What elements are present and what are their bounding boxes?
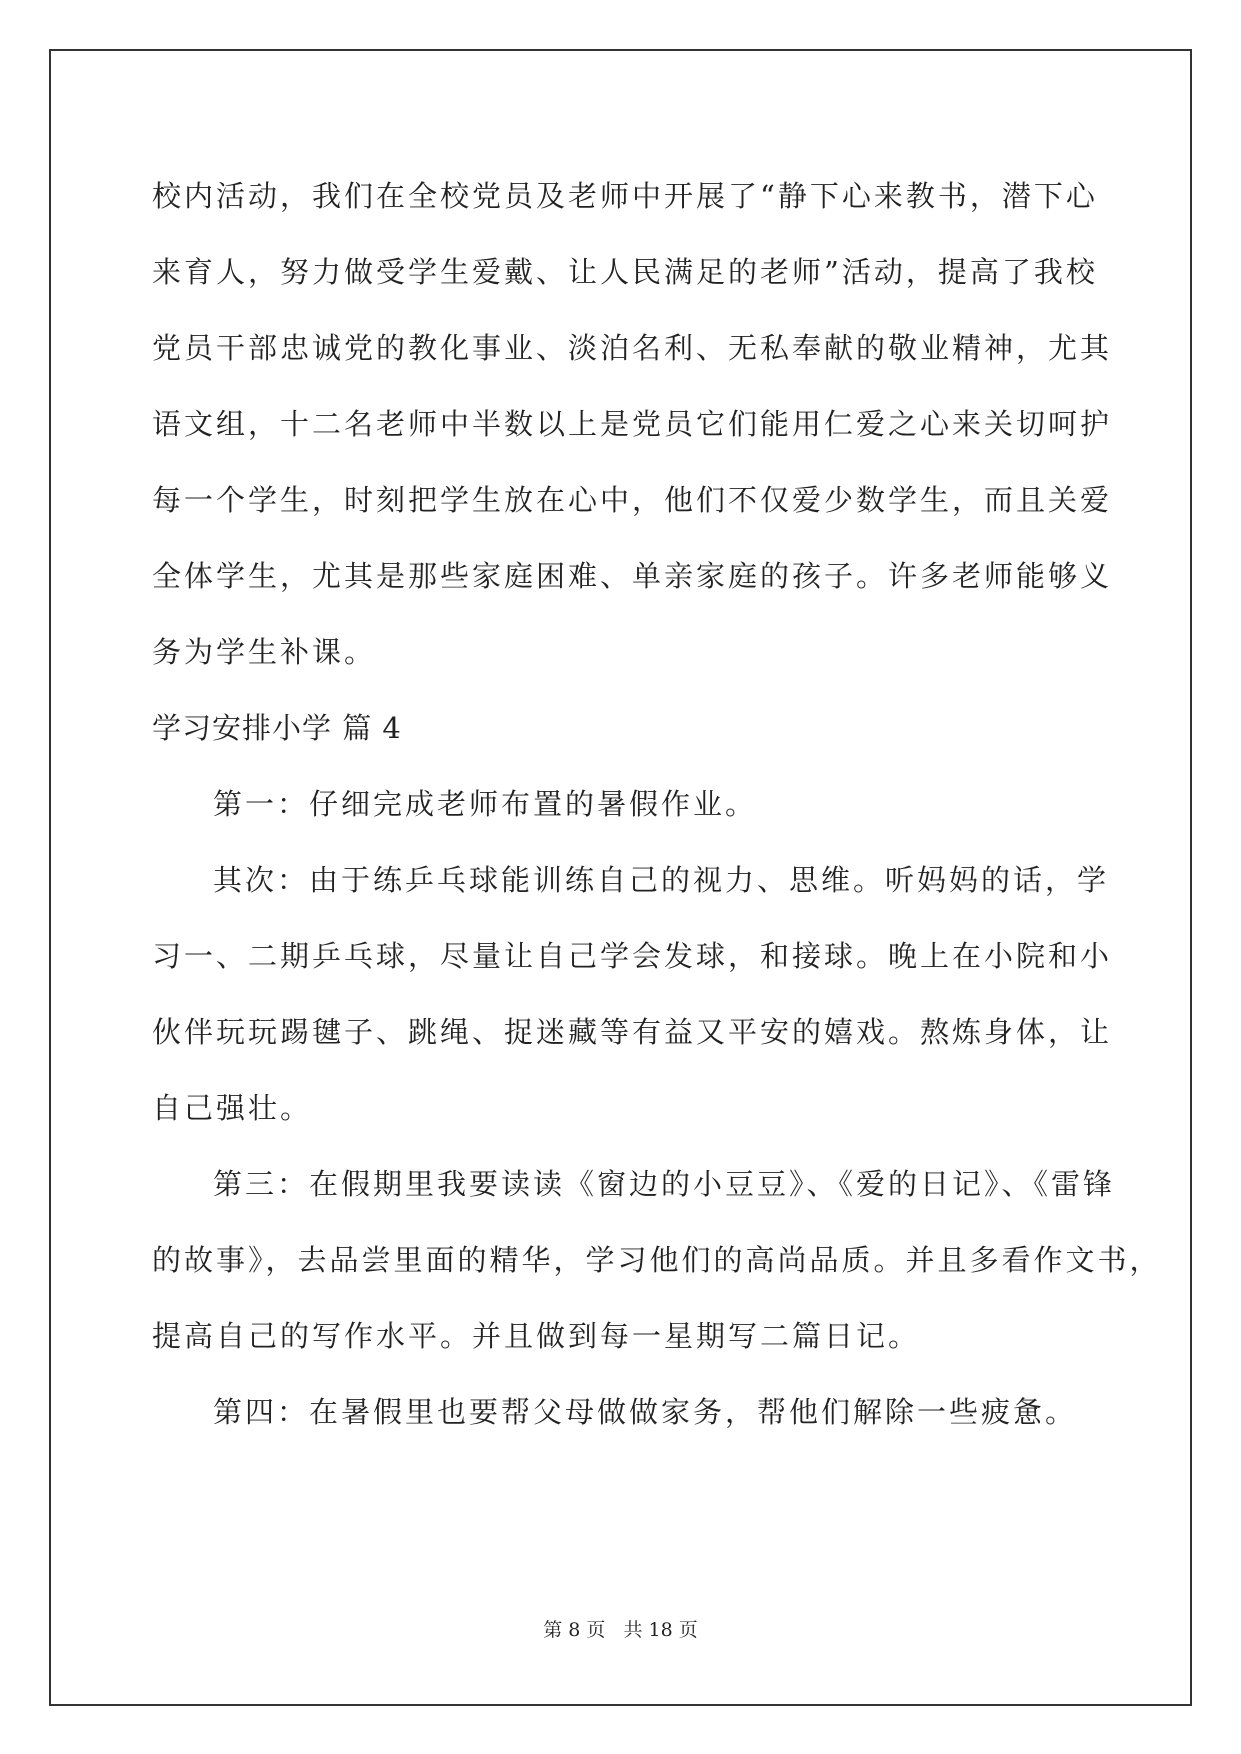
text-line: 第三：在假期里我要读读《窗边的小豆豆》、《爱的日记》、《雷锋 — [213, 1167, 1116, 1201]
document-body — [152, 158, 1162, 1450]
text-line: 提高自己的写作水平。并且做到每一星期写二篇日记。 — [152, 1319, 921, 1353]
text-line: 务为学生补课。 — [152, 635, 377, 669]
page-number: 第 8 页 — [543, 1619, 606, 1641]
page-total: 共 18 页 — [623, 1619, 698, 1641]
text-line: 第四：在暑假里也要帮父母做做家务，帮他们解除一些疲惫。 — [213, 1395, 1078, 1429]
text-line: 语文组，十二名老师中半数以上是党员它们能用仁爱之心来关切呵护 — [152, 407, 1113, 441]
text-line: 伙伴玩玩踢毽子、跳绳、捉迷藏等有益又平安的嬉戏。熬炼身体，让 — [152, 1015, 1113, 1049]
text-line: 自己强壮。 — [152, 1091, 313, 1125]
text-line: 党员干部忠诚党的教化事业、淡泊名利、无私奉献的敬业精神，尤其 — [152, 331, 1113, 365]
text-line: 习一、二期乒乓球，尽量让自己学会发球，和接球。晚上在小院和小 — [152, 939, 1113, 973]
text-line: 的故事》，去品尝里面的精华，学习他们的高尚品质。并且多看作文书， — [152, 1243, 1162, 1277]
text-line: 每一个学生，时刻把学生放在心中，他们不仅爱少数学生，而且关爱 — [152, 483, 1113, 517]
text-line: 全体学生，尤其是那些家庭困难、单亲家庭的孩子。许多老师能够义 — [152, 559, 1113, 593]
section-heading: 学习安排小学 篇 4 — [152, 711, 402, 745]
text-line: 校内活动，我们在全校党员及老师中开展了“静下心来教书，潜下心 — [152, 179, 1098, 213]
text-line: 其次：由于练乒乓球能训练自己的视力、思维。听妈妈的话，学 — [213, 863, 1110, 897]
text-line: 第一：仔细完成老师布置的暑假作业。 — [213, 787, 758, 821]
page-footer — [0, 1618, 1241, 1642]
text-line: 来育人，努力做受学生爱戴、让人民满足的老师”活动，提高了我校 — [152, 255, 1098, 289]
